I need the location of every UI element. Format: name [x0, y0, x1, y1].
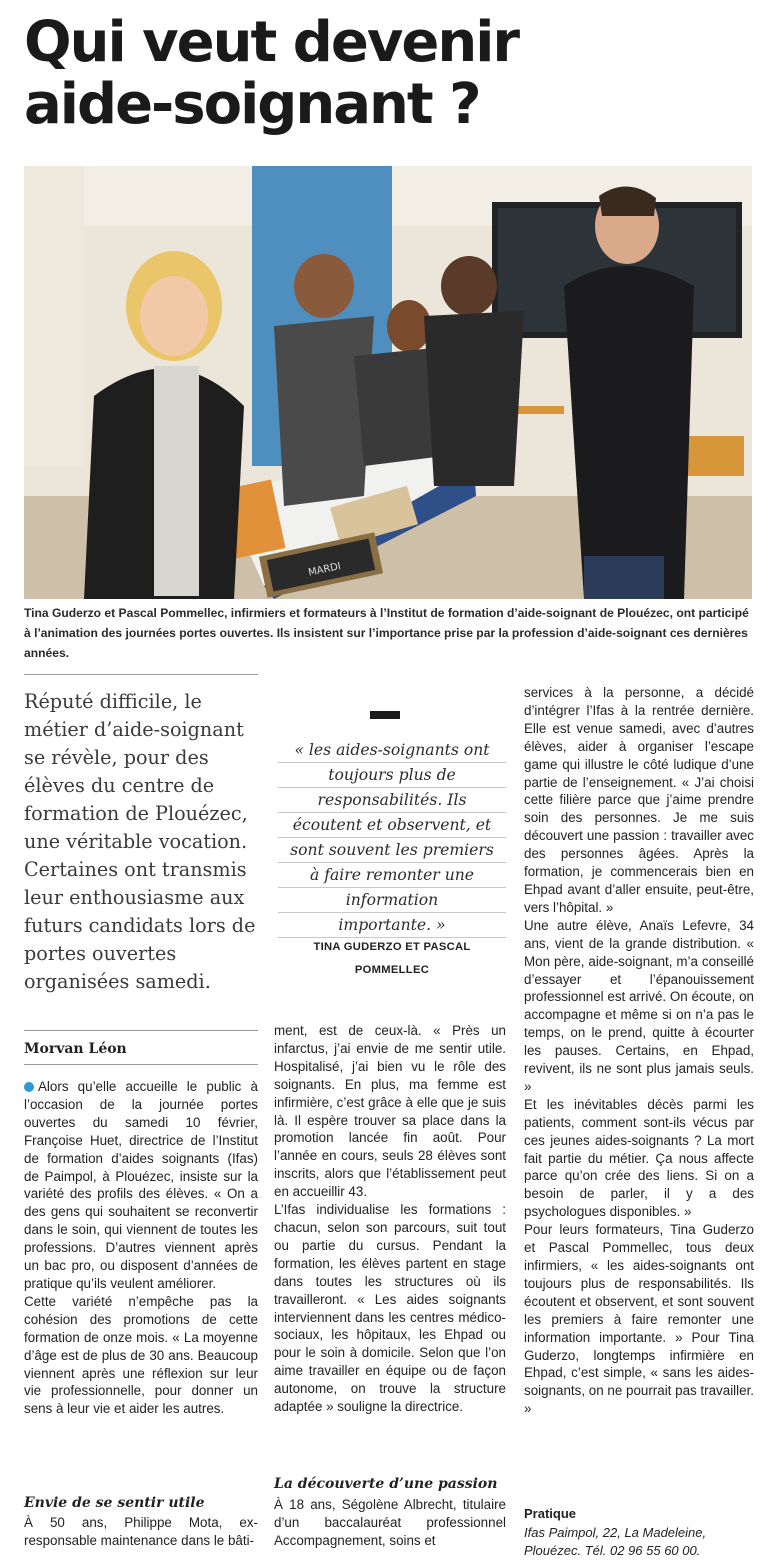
article-headline	[24, 12, 744, 136]
body-paragraph: Pour leurs formateurs, Tina Guderzo et Pascal Pommellec, tous deux infirmiers, « les aides-soignants ont toujours plus de responsabilités. Ils écoutent et observent, et sont souvent les premiers à faire remonter une information importante. » Pour Tina Guderzo, longtemps infirmière en Ehpad, c’est simple, « sans les aides-soignants, on ne pourrait pas travailler. »	[524, 1222, 755, 1417]
quote-line: importante. »	[278, 913, 506, 938]
column-1-tail	[24, 1514, 258, 1550]
quote-line: responsabilités. Ils	[278, 788, 506, 813]
article-photo	[24, 166, 752, 599]
headline-line-1: Qui veut devenir	[24, 10, 519, 75]
body-paragraph: À 50 ans, Philippe Mota, ex-responsable maintenance dans le bâti-	[24, 1515, 258, 1548]
pratique-label: Pratique	[524, 1506, 577, 1521]
byline: Morvan Léon	[24, 1041, 127, 1057]
body-paragraph: Une autre élève, Anaïs Lefevre, 34 ans, vient de la grande distribution. « Mon père, aide-soignant, m’a conseillé d’essayer et l’épanouissement professionnel est arrivé. On écoute, on accompagne et même si on n’a pas le temps, on le prend, quitte à écourter les pauses. Certains, en Ehpad, revivent, ils ne sont plus jamais seuls. »	[524, 917, 755, 1094]
column-2-tail	[274, 1496, 506, 1550]
quote-line: écoutent et observent, et	[278, 813, 506, 838]
byline-rule-bottom	[24, 1064, 258, 1065]
column-3-body	[524, 684, 754, 1418]
body-paragraph: L’Ifas individualise les formations : chacun, selon son parcours, suit tout ou partie du cursus. Pendant la formation, les élèves partent en stage dans toutes les structures où ils travailleront. « Les aides soignants interviennent dans les centres médico-sociaux, les hôpitaux, les Ehpad ou pour le soin à domicile. Selon que l’on aime travailler en équipe ou de façon autonome, on trouve la structure adaptée » souligne la directrice.	[274, 1202, 506, 1415]
column-1-body	[24, 1078, 258, 1418]
chapo-intro: Réputé difficile, le métier d’aide-soignant se révèle, pour des élèves du centre de formation de Plouézec, une véritable vocation. Certaines ont transmis leur enthousiasme aux futurs candidats lors de portes ouvertes organisées samedi.	[24, 690, 256, 993]
headline-line-2: aide-soignant ?	[24, 72, 480, 137]
body-paragraph: Cette variété n’empêche pas la cohésion des promotions de cette formation de onze mois. « La moyenne d’âge est de plus de 30 ans. Beaucoup viennent après une réflexion sur leur vie professionnelle, pour donner un sens à leur vie et aider les autres.	[24, 1293, 258, 1417]
body-paragraph: À 18 ans, Ségolène Albrecht, titulaire d’un baccalauréat professionnel Accompagnement, soins et	[274, 1497, 506, 1548]
column-2-body	[274, 1022, 506, 1416]
byline-rule-top	[24, 1030, 258, 1031]
quote-author-line-2: POMMELLEC	[354, 964, 430, 976]
pull-quote	[278, 738, 506, 938]
quote-line: toujours plus de	[278, 763, 506, 788]
bullet-dot-icon	[24, 1082, 34, 1092]
quote-author	[278, 936, 506, 982]
quote-line: « les aides-soignants ont	[278, 738, 506, 763]
quote-line: à faire remonter une	[278, 863, 506, 888]
chapo-rule	[24, 674, 258, 675]
body-paragraph: services à la personne, a décidé d’intégrer l’Ifas à la rentrée dernière. Elle est venue samedi, avec d’autres élèves, aider à organiser l’escape game qui illustre le côté ludique d’une partie de l’enseignement. « J’ai choisi cette filière parce que j’aime prendre soin des personnes. Je me suis découvert une passion : travailler avec des personnes âgées. Après la formation, je commencerais bien en Ehpad avant d’aller ensuite, peut-être, vers l’hôpital. »	[524, 685, 754, 915]
quote-bar	[370, 711, 400, 719]
board-text: MARDI	[307, 561, 342, 579]
body-paragraph: Et les inévitables décès parmi les patients, comment sont-ils vécus par ces jeunes aides-soignants ? La mort fait partie du métier. Ça nous affecte parce qu’on crée des liens. Si on a besoin de parler, il y a des psychologues disponibles. »	[524, 1096, 754, 1220]
quote-line: information	[278, 888, 506, 913]
pratique-info: Ifas Paimpol, 22, La Madeleine, Plouézec. Tél. 02 96 55 60 00.	[524, 1525, 707, 1558]
photo-caption: Tina Guderzo et Pascal Pommellec, infirmiers et formateurs à l’Institut de formation d’aide-soignant de Plouézec, ont participé à l’animation des journées portes ouvertes. Ils insistent sur l’importance prise par la profession d’aide-soignant ces dernières années.	[24, 606, 749, 660]
body-paragraph: ment, est de ceux-là. « Près un infarctus, j’ai envie de me sentir utile. Hospitalisé, j’ai bien vu le rôle des soignants. En plus, ma femme est infirmière, c’est grâce à elle que je suis là. Il espère trouver sa place dans la promotion lancée fin août. Pour l’année en cours, seuls 28 élèves sont inscrits, alors que l’établissement peut en accueillir 43.	[274, 1023, 506, 1200]
body-paragraph: Alors qu’elle accueille le public à l’occasion de la journée portes ouvertes du samedi 10 février, Françoise Huet, directrice de l’Institut de formation d’aides soignants (Ifas) de Paimpol, à Plouézec, insiste sur la variété des profils des élèves. « On a des gens qui souhaitent se reconvertir dans le soin, qui viennent de toutes les professions. D’autres viennent après un bac pro, ou disposent d’années de pratique qu’ils veulent améliorer.	[24, 1079, 258, 1291]
subhead-decouverte: La découverte d’une passion	[274, 1476, 498, 1492]
subhead-envie: Envie de se sentir utile	[24, 1495, 205, 1511]
quote-author-line-1: TINA GUDERZO ET PASCAL	[313, 941, 471, 953]
quote-line: sont souvent les premiers	[278, 838, 506, 863]
classroom-photo	[24, 166, 752, 599]
